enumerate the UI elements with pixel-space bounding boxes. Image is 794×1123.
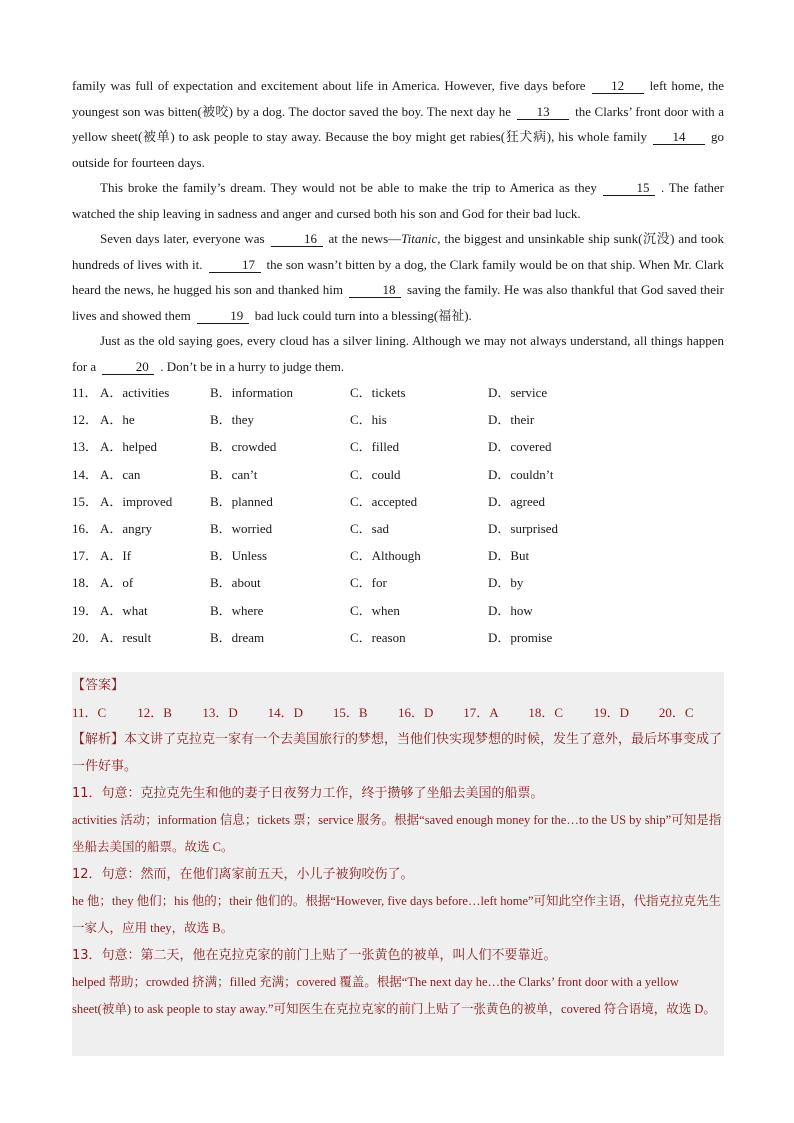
blank-13: 13 (517, 104, 569, 120)
passage-text: . Don’t be in a hurry to judge them. (160, 358, 345, 374)
blank-20: 20 (102, 359, 154, 375)
options-list (72, 379, 724, 651)
option-b: B．they (210, 412, 255, 428)
q13-explanation: helped 帮助；crowded 挤满；filled 充满；covered 覆盖。根据“The next day he…the Clarks’ front door with a yellow sheet(被单) to ask people to stay away.”可知医生在克拉克家的前门上贴了一张黄色的被单，covered 符合语境，故选 D。 (72, 975, 716, 1016)
option-row-13 (72, 433, 724, 460)
option-d: D．But (488, 548, 530, 564)
option-row-11 (72, 379, 724, 406)
blank-12: 12 (592, 78, 644, 94)
option-b: B．planned (210, 493, 273, 509)
passage-text: . The father watched the ship leaving in sadness and anger and cursed both his son and God for their bad luck. (72, 180, 724, 221)
answer-key: 18．C (528, 705, 564, 720)
answer-key: 11．C (72, 705, 107, 720)
passage-text: at the news— (328, 231, 402, 246)
option-c: C．Although (350, 548, 421, 564)
option-a: A．If (100, 548, 132, 564)
passage-text: This broke the family’s dream. They would not be able to make the trip to America as they (100, 180, 597, 195)
option-a: A．can (100, 466, 141, 482)
answer-key: 15．B (332, 705, 368, 720)
q11-explanation: activities 活动；information 信息；tickets 票；service 服务。根据“saved enough money for the…to the US by ship”可知是指坐船去美国的船票。故选 C。 (72, 813, 722, 854)
answer-key: 17．A (463, 705, 499, 720)
blank-14: 14 (653, 129, 705, 145)
option-row-19 (72, 597, 724, 624)
option-a: A．result (100, 629, 152, 645)
question-number: 13． (72, 439, 99, 455)
question-number: 19． (72, 602, 99, 618)
option-a: A．he (100, 412, 135, 428)
passage-paragraph-3 (72, 226, 724, 328)
blank-15: 15 (603, 180, 655, 196)
passage-text: the son wasn’t bitten by a dog, the Clark family would be on that ship. When Mr. Clark heard the news, he hugged his son and thanked him (72, 256, 724, 297)
answer-key: 20．C (658, 705, 694, 720)
passage-text: bad luck could turn into a blessing(福祉). (254, 307, 472, 323)
option-a: A．angry (100, 520, 152, 536)
option-c: C．reason (350, 629, 406, 645)
option-row-20 (72, 624, 724, 651)
passage-text: family was full of expectation and excitement about life in America. However, five days before (72, 78, 586, 93)
question-number: 12． (72, 412, 99, 428)
q13-meaning: 13．句意：第二天，他在克拉克家的前门上贴了一张黄色的被单，叫人们不要靠近。 (72, 948, 557, 963)
blank-17: 17 (209, 257, 261, 273)
question-number: 15． (72, 493, 99, 509)
option-row-14 (72, 461, 724, 488)
option-c: C．could (350, 466, 401, 482)
option-row-18 (72, 569, 724, 596)
option-b: B．can’t (210, 466, 258, 482)
q11-meaning: 11．句意：克拉克先生和他的妻子日夜努力工作，终于攒够了坐船去美国的船票。 (72, 786, 544, 801)
option-c: C．when (350, 602, 400, 618)
passage-text: the Clarks’ front door with a yellow sheet(被单) to ask people to stay away. Because the boy might get rabies(狂犬病), his whole family (72, 103, 724, 144)
blank-16: 16 (271, 231, 323, 247)
option-c: C．sad (350, 520, 390, 536)
option-a: A．improved (100, 493, 173, 509)
passage-paragraph-4 (72, 328, 724, 379)
passage-paragraph-2 (72, 175, 724, 226)
answer-section (72, 672, 724, 1056)
answer-key: 16．D (398, 705, 434, 720)
answer-heading: 【答案】 (72, 678, 125, 693)
option-b: B．dream (210, 629, 265, 645)
option-d: D．their (488, 412, 535, 428)
passage-text: Just as the old saying goes, every cloud has a silver lining. Although we may not always understand, all things happen for a (72, 333, 724, 374)
option-row-15 (72, 488, 724, 515)
passage-text: , the biggest and unsinkable ship sunk(沉没) and took hundreds of lives with it. (72, 231, 724, 272)
option-row-17 (72, 542, 724, 569)
option-b: B．about (210, 575, 261, 591)
option-a: A．activities (100, 385, 170, 400)
answer-key: 12．B (137, 705, 172, 720)
option-c: C．accepted (350, 493, 418, 509)
option-a: A．what (100, 602, 148, 618)
titanic-italic: Titanic (401, 231, 438, 246)
question-number: 16． (72, 520, 99, 536)
question-number: 18． (72, 575, 99, 591)
passage-text: saving the family. He was also thankful that God saved their lives and showed them (72, 282, 724, 323)
passage-text: Seven days later, everyone was (100, 231, 265, 246)
question-number: 17． (72, 548, 99, 564)
question-number: 14． (72, 466, 99, 482)
option-d: D．couldn’t (488, 466, 554, 482)
option-d: D．how (488, 602, 533, 618)
answer-key: 13．D (202, 705, 238, 720)
passage-text: go outside for fourteen days. (72, 129, 724, 170)
analysis-summary (72, 726, 724, 780)
option-a: A．helped (100, 439, 158, 455)
option-d: D．surprised (488, 520, 559, 536)
option-c: C．tickets (350, 385, 406, 400)
question-number: 20． (72, 629, 99, 645)
option-a: A．of (100, 575, 134, 591)
passage-text: left home, the youngest son was bitten(被咬) by a dog. The doctor saved the boy. The next day he (72, 78, 724, 119)
blank-19: 19 (197, 308, 249, 324)
option-c: C．for (350, 575, 387, 591)
option-b: B．Unless (210, 548, 268, 564)
analysis-text: 本文讲了克拉克一家有一个去美国旅行的梦想，当他们快实现梦想的时候，发生了意外，最后坏事变成了一件好事。 (72, 732, 723, 774)
option-b: B．information (210, 385, 294, 400)
q12-meaning: 12．句意：然而，在他们离家前五天，小儿子被狗咬伤了。 (72, 867, 414, 882)
option-b: B．where (210, 602, 264, 618)
option-d: D．covered (488, 439, 552, 455)
option-d: D．by (488, 575, 524, 591)
answer-key: 14．D (267, 705, 303, 720)
analysis-label: 【解析】 (72, 732, 125, 747)
option-d: D．promise (488, 629, 553, 645)
option-row-16 (72, 515, 724, 542)
answer-key: 19．D (593, 705, 630, 720)
option-row-12 (72, 406, 724, 433)
blank-18: 18 (349, 282, 401, 298)
exam-page (72, 73, 724, 651)
passage-paragraph-1 (72, 73, 724, 175)
option-d: D．agreed (488, 493, 546, 509)
option-b: B．crowded (210, 439, 277, 455)
option-c: C．his (350, 412, 387, 428)
q12-explanation: he 他；they 他们；his 他的；their 他们的。根据“However, five days before…left home”可知此空作主语，代指克拉克先生一家人，应用 they，故选 B。 (72, 894, 722, 935)
question-number: 11． (72, 385, 98, 400)
option-d: D．service (488, 385, 548, 400)
answer-keys (72, 699, 724, 726)
option-c: C．filled (350, 439, 400, 455)
option-b: B．worried (210, 520, 273, 536)
